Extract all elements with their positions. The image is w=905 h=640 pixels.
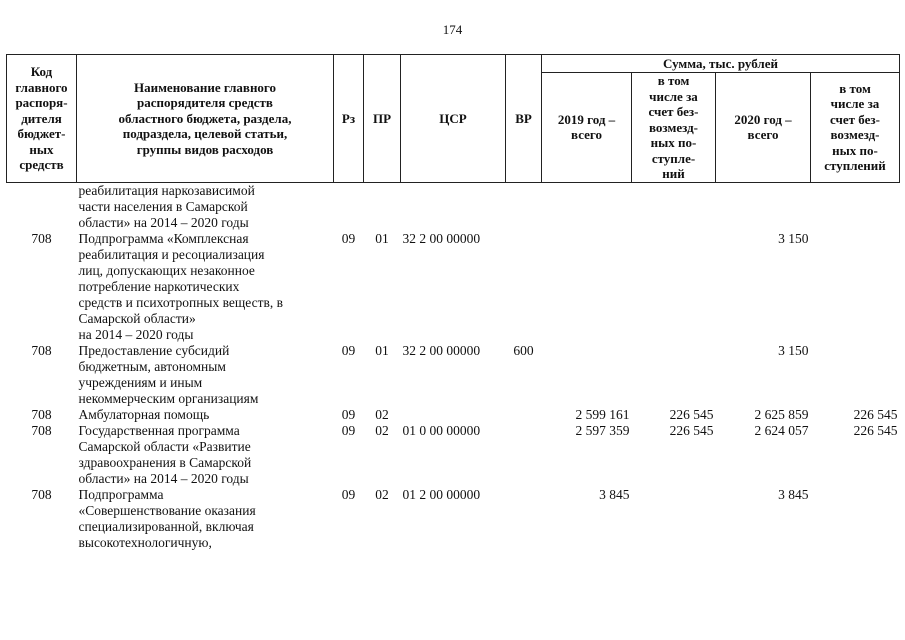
row-sum-2019 <box>542 182 632 231</box>
row-name: Подпрограмма «Комплексная реабилитация и ресоциализация лиц, допускающих незаконное потребление наркотических средств и психотропных веществ, в Самарской области» на 2014 – 2020 годы <box>78 230 284 342</box>
row-free-2020 <box>811 231 900 343</box>
row-sum-2020: 3 150 <box>778 342 809 358</box>
header-2020-total: 2020 год – всего <box>716 73 811 183</box>
row-csr <box>401 182 506 231</box>
row-free-2020: 226 545 <box>853 406 898 422</box>
row-rz: 09 <box>341 422 356 438</box>
header-code: Код главного распоря- дителя бюджет- ных средств <box>7 55 77 183</box>
row-rz: 09 <box>341 230 356 246</box>
row-sum-2019 <box>542 231 632 343</box>
row-name: реабилитация наркозависимой части населения в Самарской области» на 2014 – 2020 годы <box>78 182 255 230</box>
header-pr: ПР <box>364 55 401 183</box>
row-free-2020 <box>811 487 900 551</box>
row-csr: 01 0 00 00000 <box>402 422 481 438</box>
header-name: Наименование главного распорядителя средств областного бюджета, раздела, подраздела, целевой статьи, группы видов расходов <box>77 55 334 183</box>
row-free-2020: 226 545 <box>853 422 898 438</box>
row-sum-2020: 3 845 <box>778 486 809 502</box>
row-vr <box>506 407 542 423</box>
table-row <box>7 423 900 487</box>
row-free-2020 <box>811 343 900 407</box>
row-sum-2019: 2 599 161 <box>575 406 630 422</box>
row-rz: 09 <box>341 342 356 358</box>
row-name: Государственная программа Самарской области «Развитие здравоохранения в Самарской области» на 2014 – 2020 годы <box>78 422 252 486</box>
row-rz: 09 <box>341 406 356 422</box>
header-vr: ВР <box>506 55 542 183</box>
row-pr: 02 <box>375 406 389 422</box>
header-sum-title: Сумма, тыс. рублей <box>542 55 900 73</box>
row-free-2019 <box>632 231 716 343</box>
row-name: Амбулаторная помощь <box>78 406 210 422</box>
table-row <box>7 407 900 423</box>
row-free-2019 <box>632 487 716 551</box>
row-csr: 32 2 00 00000 <box>402 230 481 246</box>
row-vr <box>506 423 542 487</box>
row-csr: 32 2 00 00000 <box>402 342 481 358</box>
row-sum-2020: 3 150 <box>778 230 809 246</box>
header-2019-total: 2019 год – всего <box>542 73 632 183</box>
row-free-2019: 226 545 <box>669 406 714 422</box>
row-pr: 02 <box>375 486 389 502</box>
row-code: 708 <box>31 342 52 358</box>
row-pr: 02 <box>375 422 389 438</box>
row-code: 708 <box>31 486 52 502</box>
table-row <box>7 182 900 231</box>
row-code: 708 <box>31 406 52 422</box>
row-code <box>7 182 77 231</box>
row-code: 708 <box>31 422 52 438</box>
row-csr: 01 2 00 00000 <box>402 486 481 502</box>
header-rz: Рз <box>334 55 364 183</box>
row-sum-2019: 3 845 <box>599 486 630 502</box>
row-pr: 01 <box>375 230 389 246</box>
table-body <box>7 182 900 551</box>
row-name: Предоставление субсидий бюджетным, автономным учреждениям и иным некоммерческим организациям <box>78 342 259 406</box>
row-rz <box>334 182 364 231</box>
row-vr <box>506 231 542 343</box>
row-sum-2020 <box>716 182 811 231</box>
row-pr <box>364 182 401 231</box>
row-free-2019 <box>632 182 716 231</box>
row-rz: 09 <box>341 486 356 502</box>
table-row <box>7 231 900 343</box>
table-row <box>7 343 900 407</box>
row-pr: 01 <box>375 342 389 358</box>
row-vr <box>506 487 542 551</box>
row-csr <box>401 407 506 423</box>
row-sum-2019 <box>542 343 632 407</box>
table-row <box>7 487 900 551</box>
row-sum-2019: 2 597 359 <box>575 422 630 438</box>
row-free-2019 <box>632 343 716 407</box>
row-sum-2020: 2 624 057 <box>754 422 809 438</box>
header-2020-free: в том числе за счет без- возмезд- ных по- ступлений <box>811 73 900 183</box>
row-name: Подпрограмма «Совершенствование оказания специализированной, включая высокотехнологичную, <box>78 486 256 550</box>
page-number: 174 <box>442 22 463 37</box>
row-free-2019: 226 545 <box>669 422 714 438</box>
row-sum-2020: 2 625 859 <box>754 406 809 422</box>
row-vr: 600 <box>513 342 534 358</box>
row-free-2020 <box>811 182 900 231</box>
row-code: 708 <box>31 230 52 246</box>
header-2019-free: в том числе за счет без- возмезд- ных по- ступле- ний <box>632 73 716 183</box>
header-csr: ЦСР <box>401 55 506 183</box>
row-vr <box>506 182 542 231</box>
table-header <box>7 55 900 183</box>
budget-table <box>6 54 900 551</box>
